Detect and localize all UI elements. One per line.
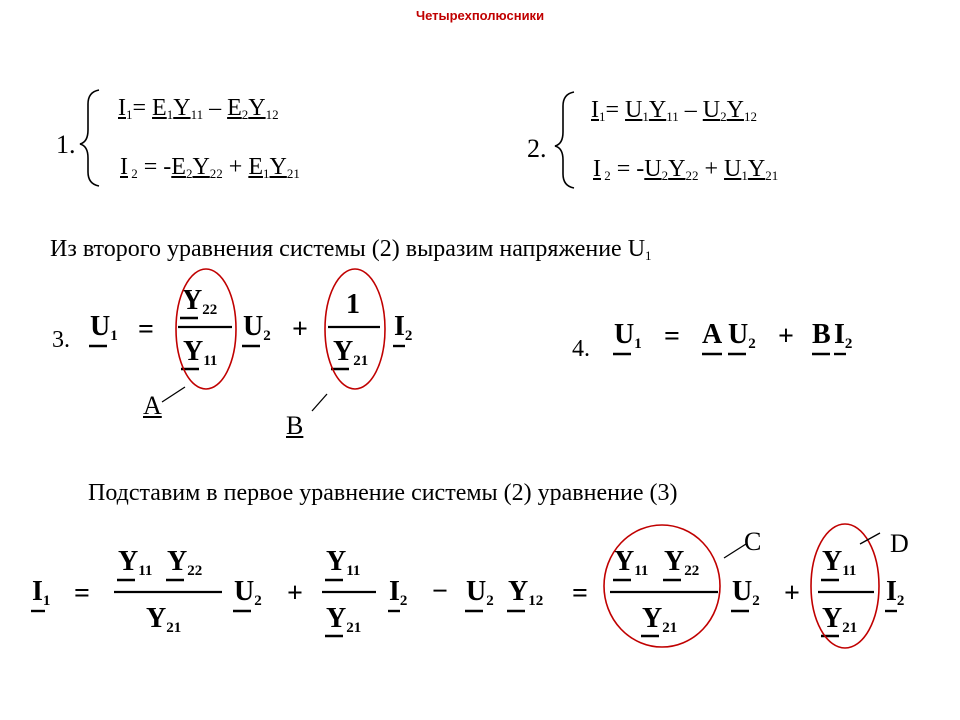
eq5-f2-den: Y21 — [326, 603, 362, 636]
eq5-u2-a: U2 — [234, 576, 262, 609]
eq3-f1-den: Y11 — [183, 336, 218, 369]
eq4-u2: U2 — [728, 319, 756, 352]
system-1-number: 1. — [56, 130, 76, 159]
system-2-number: 2. — [527, 134, 547, 163]
eq4-a: A — [702, 319, 723, 350]
pointer-b — [312, 394, 327, 411]
eq5-lhs: I1 — [32, 576, 51, 609]
eq4-plus: + — [778, 321, 794, 352]
eq3-number: 3. — [52, 327, 70, 353]
ellipse-a — [176, 269, 236, 389]
eq3-plus: + — [292, 314, 308, 345]
eq5-i2-a: I2 — [389, 576, 408, 609]
eq3-f2-num: 1 — [346, 289, 360, 320]
sentence-1: Из второго уравнения системы (2) выразим напряжение $U_1$ — [50, 236, 652, 263]
eq3-u2: U2 — [243, 311, 271, 344]
eq5-i2-b: I2 — [886, 576, 905, 609]
eq5-f4-num: Y11 — [822, 546, 857, 579]
eq3-equals: = — [138, 314, 154, 345]
eq4-lhs: U1 — [614, 319, 642, 352]
eq3-i2: I2 — [394, 311, 413, 344]
eq5-y12: Y12 — [508, 576, 544, 609]
eq4-i2: I2 — [834, 319, 853, 352]
label-a: A — [143, 391, 162, 420]
eq4-b: B — [812, 319, 831, 350]
system-1-line-2: I $_2 = -E_2Y_{22} + E_1Y_{21}$ — [120, 154, 300, 181]
eq5-f1-den: Y21 — [146, 603, 182, 636]
eq4-number: 4. — [572, 336, 590, 362]
eq5-f4-den: Y21 — [822, 603, 858, 636]
page-title: Четырехполюсники — [415, 8, 545, 23]
system-1-line-1: $I_1= E_1Y_{11} - E_2Y_{12}$ — [118, 95, 279, 122]
eq3-f1-num: Y22 — [182, 285, 218, 318]
eq5-minus: − — [432, 576, 448, 607]
eq5-f3-num-2: Y22 — [664, 546, 700, 579]
eq5-f1-num-2: Y22 — [167, 546, 203, 579]
eq5-equals-2: = — [572, 578, 588, 609]
eq5-f2-num: Y11 — [326, 546, 361, 579]
eq5-f1-num-1: Y11 — [118, 546, 153, 579]
system-2-line-1: $I_1= U_1Y_{11} - U_2Y_{12}$ — [591, 97, 757, 124]
system-2-line-2: I $_2 = -U_2Y_{22} + U_1Y_{21}$ — [593, 156, 779, 183]
eq3-lhs: U1 — [90, 311, 118, 344]
ellipse-c — [604, 525, 720, 647]
ellipse-b — [325, 269, 385, 389]
label-c: C — [744, 527, 762, 556]
eq5-f3-num-1: Y11 — [614, 546, 649, 579]
sentence-2: Подставим в первое уравнение системы (2) уравнение (3) — [88, 480, 678, 506]
system-2-brace — [555, 92, 574, 188]
eq5-u2-b: U2 — [466, 576, 494, 609]
label-d: D — [890, 529, 909, 558]
eq5-equals: = — [74, 578, 90, 609]
eq5-f3-den: Y21 — [642, 603, 678, 636]
pointer-c — [724, 544, 746, 558]
eq5-u2-c: U2 — [732, 576, 760, 609]
eq3-f2-den: Y21 — [333, 336, 369, 369]
system-1-brace — [80, 90, 99, 186]
label-b: B — [286, 411, 304, 440]
eq5-plus-2: + — [784, 578, 800, 609]
eq4-equals: = — [664, 321, 680, 352]
pointer-a — [162, 387, 185, 402]
ellipse-d — [811, 524, 879, 648]
eq5-plus-1: + — [287, 578, 303, 609]
